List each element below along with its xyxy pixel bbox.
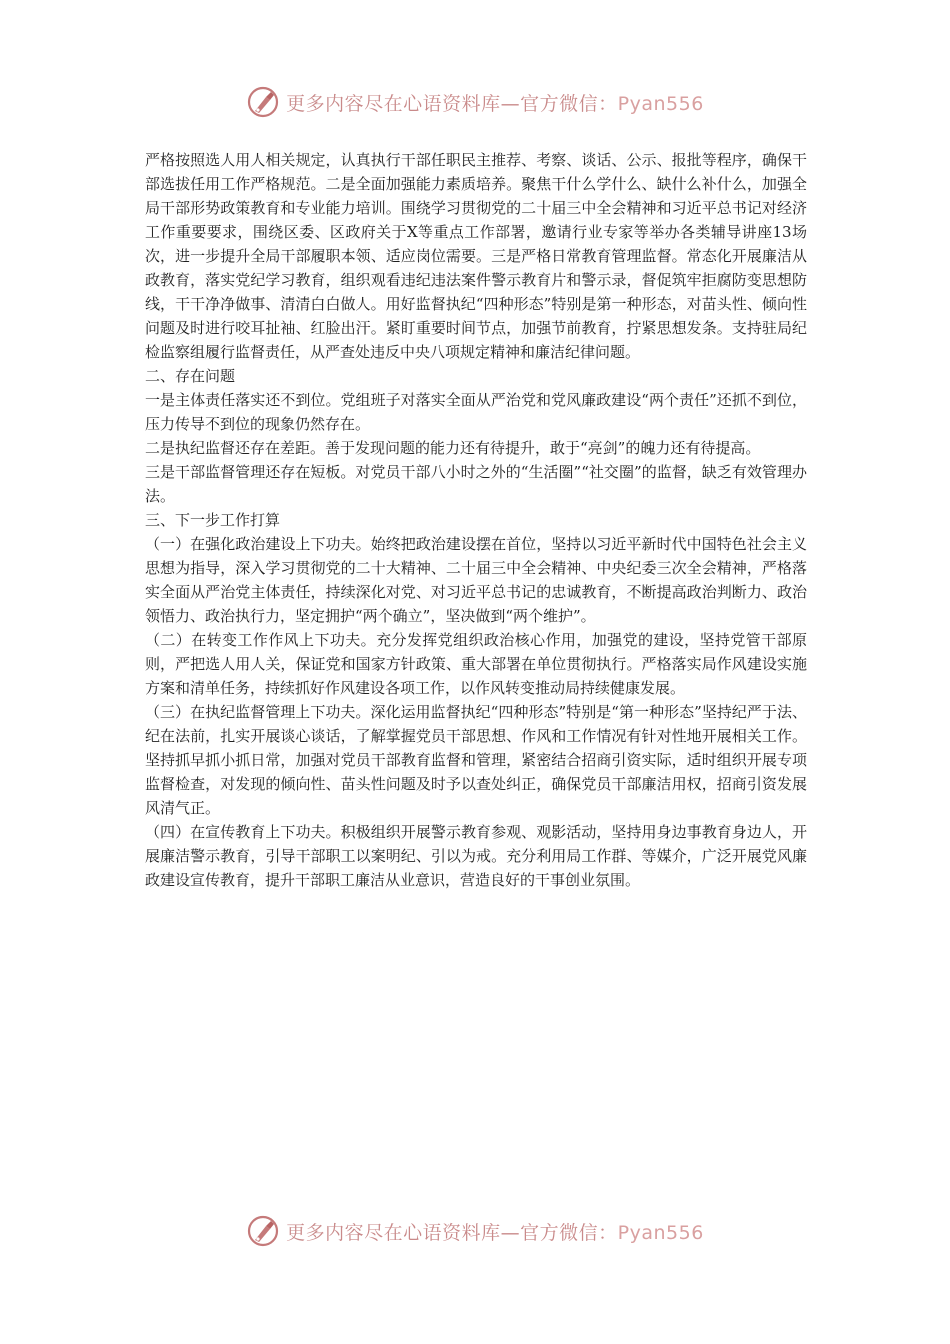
problem-item-1: 一是主体责任落实还不到位。党组班子对落实全面从严治党和党风廉政建设“两个责任”还抓不到位，压力传导不到位的现象仍然存在。 bbox=[145, 391, 807, 433]
problem-item-2: 二是执纪监督还存在差距。善于发现问题的能力还有待提升，敢于“亮剑”的魄力还有待提高。 bbox=[145, 439, 761, 457]
watermark-text: 更多内容尽在心语资料库—官方微信： bbox=[286, 92, 618, 115]
section-heading-problems: 二、存在问题 bbox=[145, 367, 236, 385]
section-heading-next-steps: 三、下一步工作打算 bbox=[145, 511, 281, 529]
footer-watermark bbox=[0, 1211, 950, 1251]
document-body bbox=[145, 148, 807, 892]
plan-item-4: （四）在宣传教育上下功夫。积极组织开展警示教育参观、观影活动，坚持用身边事教育身边人，开展廉洁警示教育，引导干部职工以案明纪、引以为戒。充分利用局工作群、等媒介，广泛开展党风廉政建设宣传教育，提升干部职工廉洁从业意识，营造良好的干事创业氛围。 bbox=[145, 823, 807, 889]
pen-nib-logo-icon bbox=[246, 85, 280, 119]
problem-item-3: 三是干部监督管理还存在短板。对党员干部八小时之外的“生活圈”“社交圈”的监督，缺乏有效管理办法。 bbox=[145, 463, 807, 505]
paragraph-intro-continuation: 严格按照选人用人相关规定，认真执行干部任职民主推荐、考察、谈话、公示、报批等程序，确保干部选拔任用工作严格规范。二是全面加强能力素质培养。聚焦干什么学什么、缺什么补什么，加强全局干部形势政策教育和专业能力培训。围绕学习贯彻党的二十届三中全会精神和习近平总书记对经济工作重要要求，围绕区委、区政府关于X等重点工作部署，邀请行业专家等举办各类辅导讲座13场次，进一步提升全局干部履职本领、适应岗位需要。三是严格日常教育管理监督。常态化开展廉洁从政教育，落实党纪学习教育，组织观看违纪违法案件警示教育片和警示录，督促筑牢拒腐防变思想防线，干干净净做事、清清白白做人。用好监督执纪“四种形态”特别是第一种形态，对苗头性、倾向性问题及时进行咬耳扯袖、红脸出汗。紧盯重要时间节点，加强节前教育，拧紧思想发条。支持驻局纪检监察组履行监督责任，从严查处违反中央八项规定精神和廉洁纪律问题。 bbox=[145, 151, 807, 361]
watermark-handle: Pyan556 bbox=[617, 1221, 704, 1244]
watermark-text: 更多内容尽在心语资料库—官方微信： bbox=[286, 1221, 618, 1244]
plan-item-1: （一）在强化政治建设上下功夫。始终把政治建设摆在首位，坚持以习近平新时代中国特色社会主义思想为指导，深入学习贯彻党的二十大精神、二十届三中全会精神、中央纪委三次全会精神，严格落实全面从严治党主体责任，持续深化对党、对习近平总书记的忠诚教育，不断提高政治判断力、政治领悟力、政治执行力，坚定拥护“两个确立”，坚决做到“两个维护”。 bbox=[145, 535, 807, 625]
watermark-handle: Pyan556 bbox=[617, 92, 704, 115]
plan-item-3: （三）在执纪监督管理上下功夫。深化运用监督执纪“四种形态”特别是“第一种形态”坚持纪严于法、纪在法前，扎实开展谈心谈话，了解掌握党员干部思想、作风和工作情况有针对性地开展相关工作。坚持抓早抓小抓日常，加强对党员干部教育监督和管理，紧密结合招商引资实际，适时组织开展专项监督检查，对发现的倾向性、苗头性问题及时予以查处纠正，确保党员干部廉洁用权，招商引资发展风清气正。 bbox=[145, 703, 807, 817]
plan-item-2: （二）在转变工作作风上下功夫。充分发挥党组织政治核心作用，加强党的建设，坚持党管干部原则，严把选人用人关，保证党和国家方针政策、重大部署在单位贯彻执行。严格落实局作风建设实施方案和清单任务，持续抓好作风建设各项工作，以作风转变推动局持续健康发展。 bbox=[145, 631, 807, 697]
pen-nib-logo-icon bbox=[246, 1214, 280, 1248]
header-watermark bbox=[0, 82, 950, 122]
